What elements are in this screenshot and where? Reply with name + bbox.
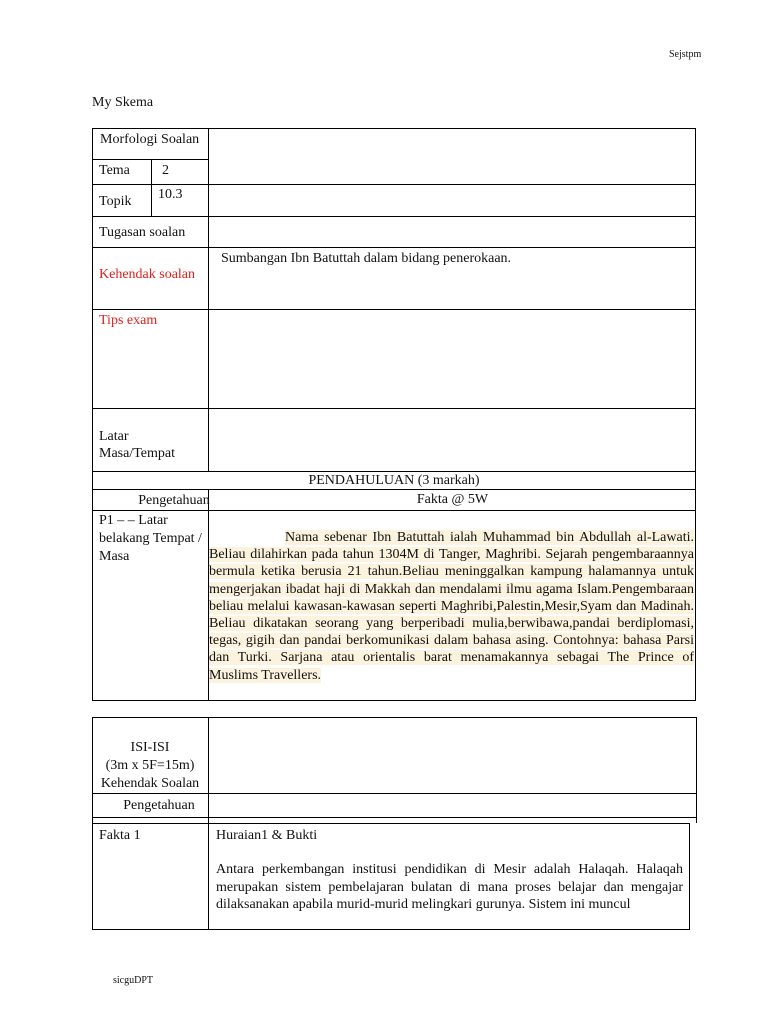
page-header-text: Sejstpm (669, 49, 702, 60)
huraian-paragraph: Antara perkembangan institusi pendidikan di Mesir adalah Halaqah. Halaqah merupakan sistem pembelajaran bulatan di mana proses belajar dan mengajar dilaksanakan apabila murid-murid melingkari gurunya. Sistem ini muncul (216, 862, 683, 912)
pendahuluan-paragraph-text: Nama sebenar Ibn Batuttah ialah Muhammad bin Abdullah al-Lawati. Beliau dilahirkan pada tahun 1304M di Tanger, Maghribi. Sejarah pengembaraannya bermula ketika berusia 21 tahun.Beliau meninggalkan kampung halamannya untuk mengerjakan ibadat haji di Makkah dan mendalami ilmu agama Islam.Pengembaraan beliau melalui kawasan-kawasan seperti Maghribi,Palestin,Mesir,Syam dan Madinah. Beliau dikatakan seorang yang berperibadi mulia,berwibawa,pandai berdiplomasi, tegas, gigih dan pandai berkomunikasi dalam bahasa asing. Contohnya: bahasa Parsi dan Turki. Sarjana atau orientalis barat menamakannya sebagai The Prince of Muslims Travellers. (209, 530, 694, 683)
latar-label-line2: Masa/Tempat (99, 446, 175, 461)
pendahuluan-paragraph (209, 529, 694, 684)
tugasan-soalan-label: Tugasan soalan (99, 225, 186, 240)
kehendak-soalan-value: Sumbangan Ibn Batuttah dalam bidang penerokaan. (221, 251, 512, 266)
latar-label-line1: Latar (99, 429, 129, 444)
isi-isi-label-line3: Kehendak Soalan (100, 776, 200, 791)
fakta-1-label: Fakta 1 (99, 828, 141, 843)
topik-label: Topik (99, 194, 132, 209)
tips-exam-label: Tips exam (99, 313, 158, 328)
pengetahuan-label: Pengetahuan (138, 493, 210, 508)
tema-value: 2 (162, 163, 169, 178)
pendahuluan-heading: PENDAHULUAN (3 markah) (308, 473, 480, 488)
document-title: My Skema (92, 95, 154, 110)
p1-latar-belakang-label: P1 – – Latar belakang Tempat / Masa (99, 513, 202, 564)
isi-pengetahuan-label: Pengetahuan (123, 798, 195, 813)
page-footer-text: sicguDPT (113, 975, 153, 986)
kehendak-soalan-label: Kehendak soalan (99, 267, 196, 282)
fakta-5w-label: Fakta @ 5W (416, 492, 489, 507)
morfologi-soalan-label: Morfologi Soalan (100, 132, 200, 147)
isi-isi-label-line2: (3m x 5F=15m) (105, 758, 195, 773)
huraian-heading: Huraian1 & Bukti (216, 828, 318, 843)
tema-label: Tema (99, 163, 130, 178)
isi-isi-label-line1: ISI-ISI (130, 740, 170, 755)
topik-value: 10.3 (158, 187, 183, 202)
